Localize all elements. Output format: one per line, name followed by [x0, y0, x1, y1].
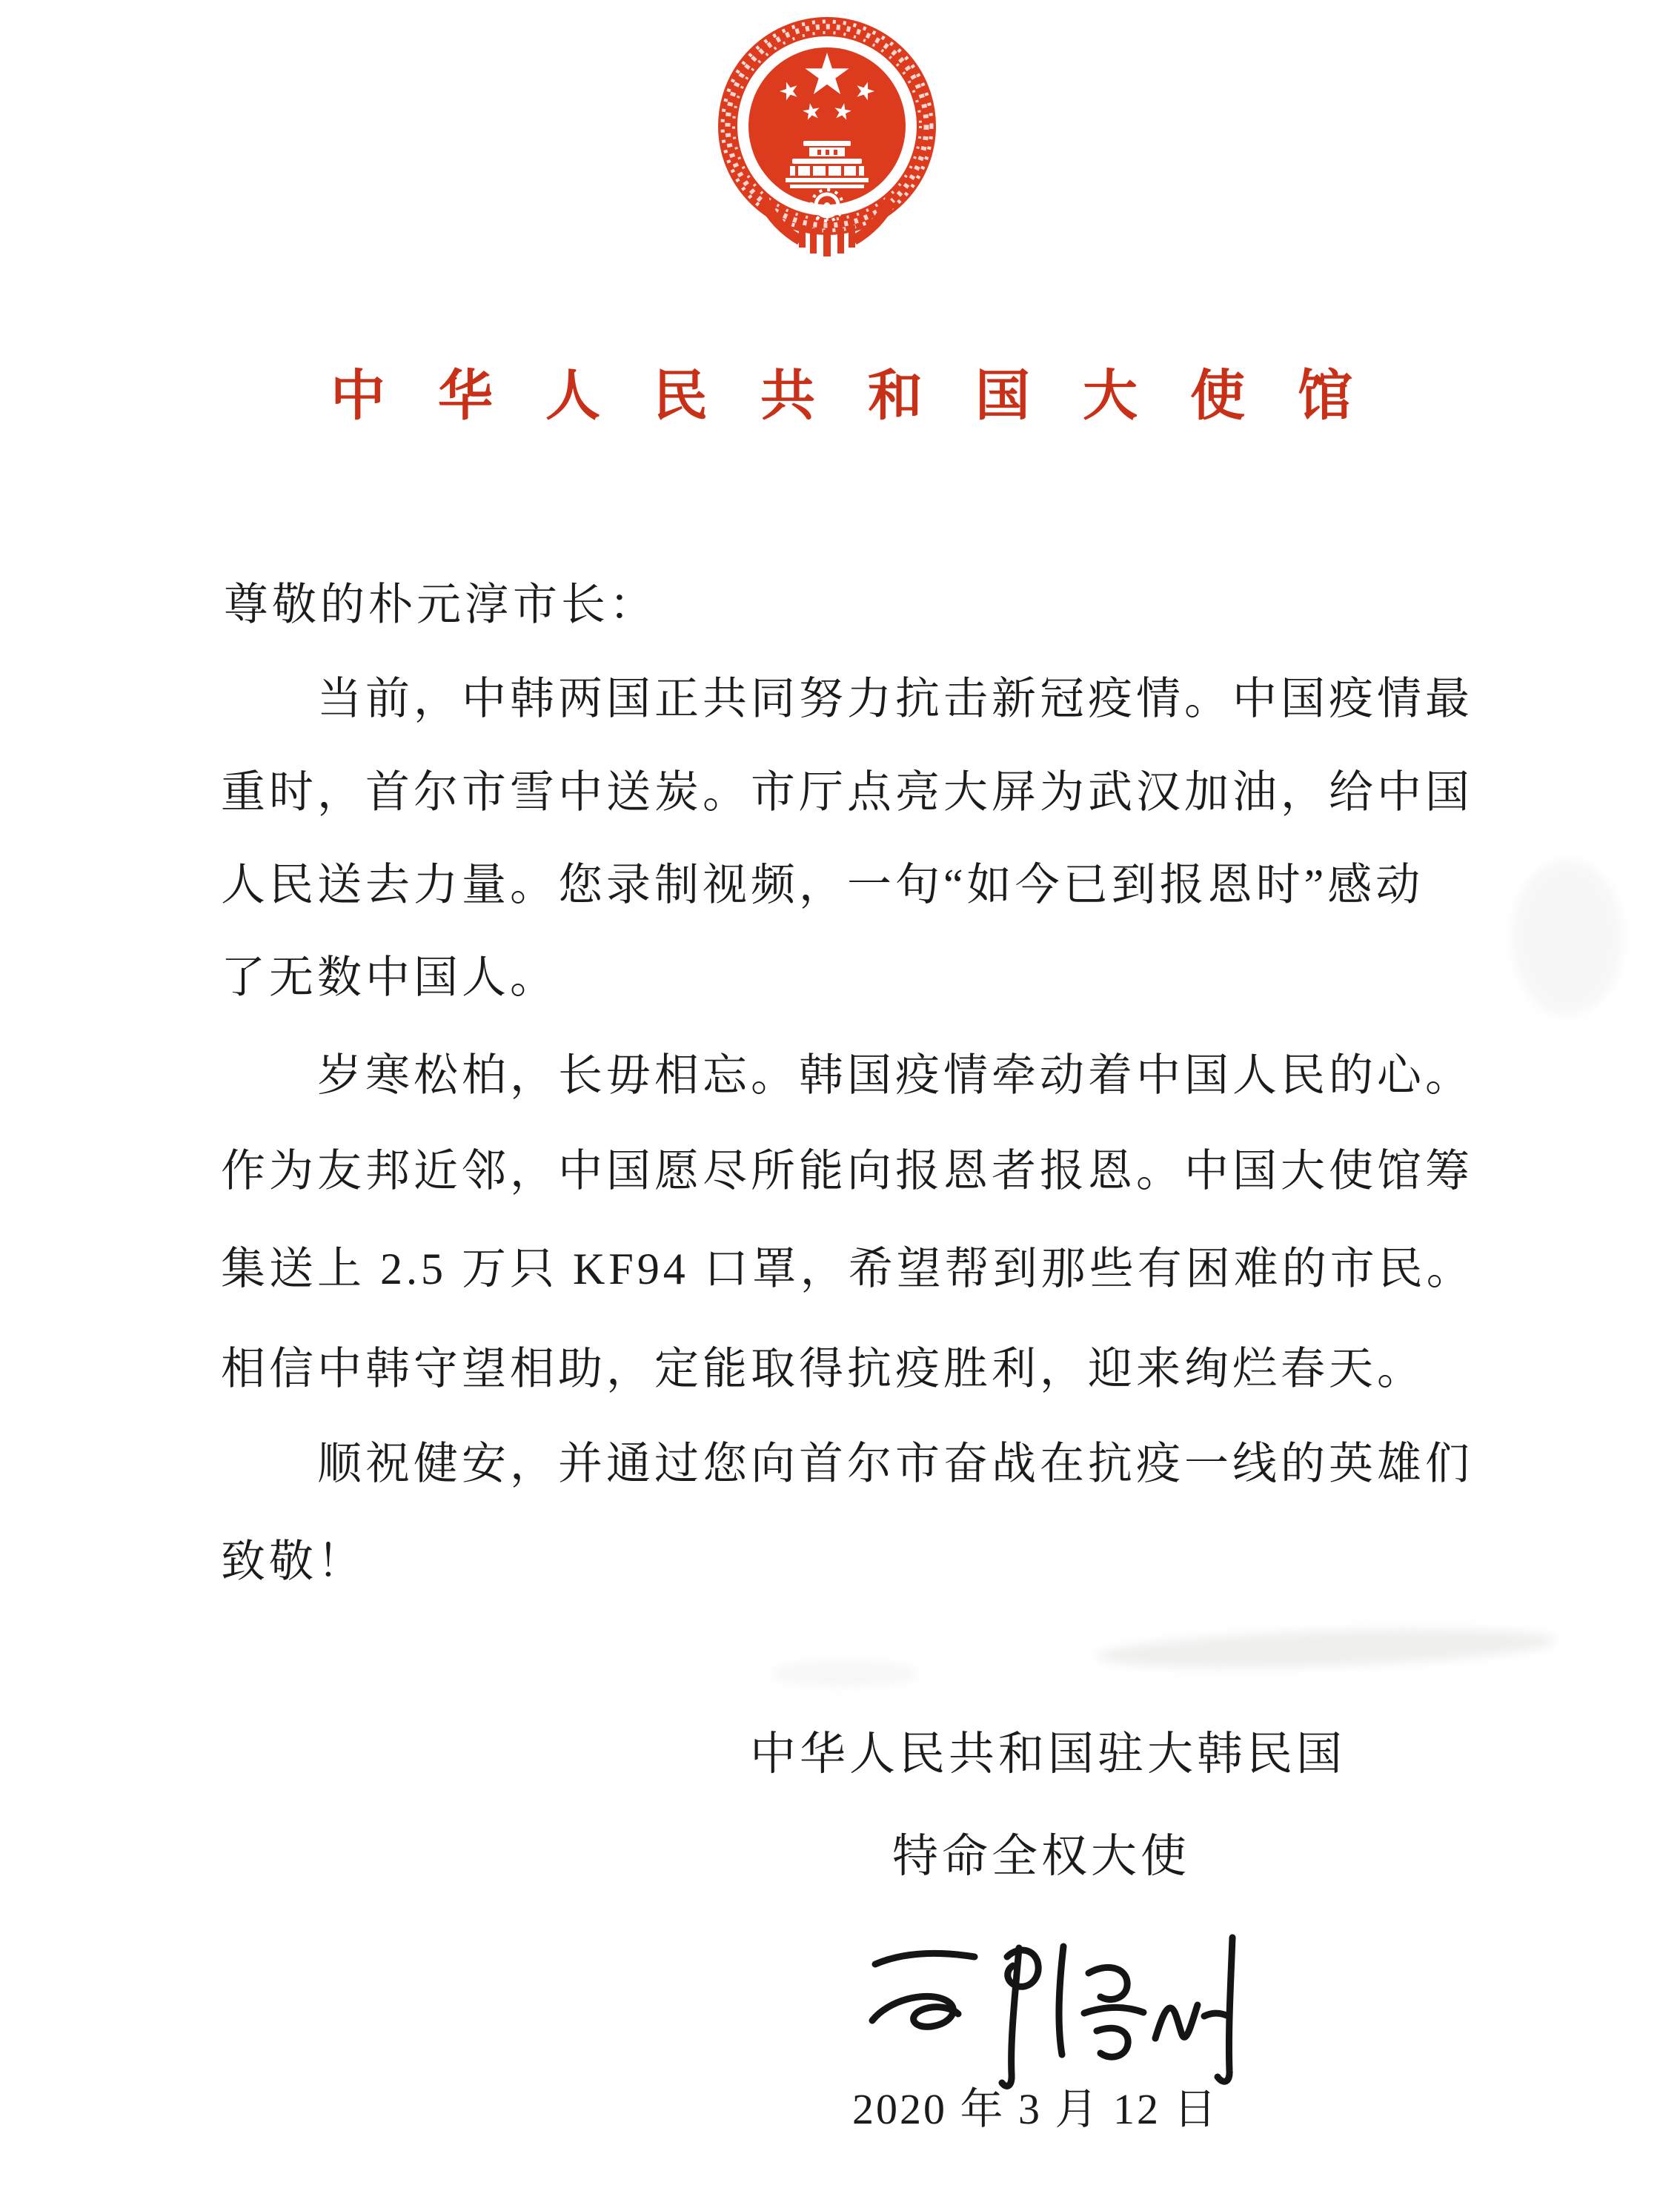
body-line: 了无数中国人。 [221, 953, 558, 1002]
body-line: 重时，首尔市雪中送炭。市厅点亮大屏为武汉加油，给中国 [221, 768, 1473, 817]
date-line: 2020 年 3 月 12 日 [852, 2085, 1219, 2133]
body-line: 作为友邦近邻，中国愿尽所能向报恩者报恩。中国大使馆筹 [221, 1147, 1473, 1196]
closing-role: 特命全权大使 [892, 1832, 1191, 1882]
body-line: 集送上 2.5 万只 KF94 口罩，希望帮到那些有困难的市民。 [221, 1245, 1475, 1293]
scan-smudge [1512, 860, 1623, 1015]
china-national-emblem-icon [716, 13, 938, 258]
closing-organization: 中华人民共和国驻大韩民国 [750, 1729, 1347, 1780]
body-line: 致敬！ [221, 1537, 365, 1586]
body-line: 顺祝健安，并通过您向首尔市奋战在抗疫一线的英雄们 [317, 1439, 1473, 1488]
body-line: 当前，中韩两国正共同努力抗击新冠疫情。中国疫情最 [317, 675, 1473, 723]
scan-smudge [771, 1660, 919, 1687]
body-line: 岁寒松柏，长毋相忘。韩国疫情牵动着中国人民的心。 [317, 1051, 1473, 1100]
body-line: 相信中韩守望相助，定能取得抗疫胜利，迎来绚烂春天。 [221, 1345, 1425, 1393]
letterhead-title: 中华人民共和国大使馆 [331, 366, 1405, 427]
body-line: 人民送去力量。您录制视频，一句“如今已到报恩时”感动 [221, 861, 1424, 909]
scan-smudge [1096, 1623, 1556, 1674]
salutation: 尊敬的朴元淳市长： [224, 580, 657, 629]
